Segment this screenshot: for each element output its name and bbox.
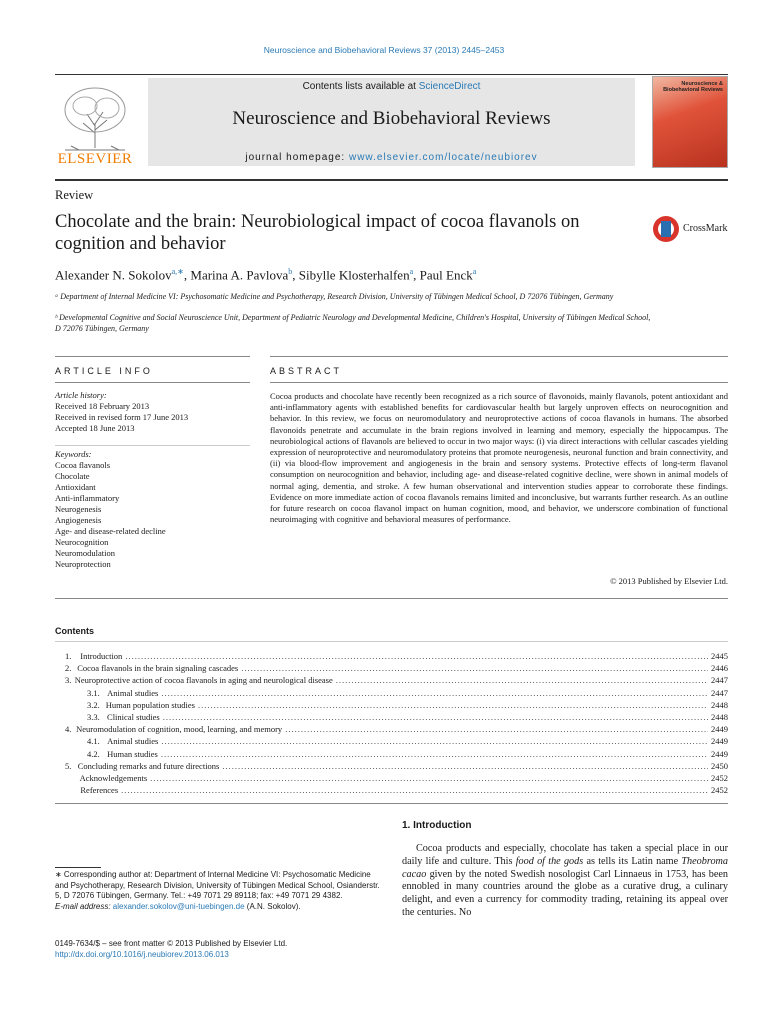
keywords-divider	[55, 445, 250, 446]
email-link[interactable]: alexander.sokolov@uni-tuebingen.de	[112, 901, 245, 911]
abstract-copyright: © 2013 Published by Elsevier Ltd.	[610, 576, 728, 586]
sciencedirect-link[interactable]: ScienceDirect	[418, 81, 481, 92]
article-history	[55, 390, 250, 434]
toc-title: Animal studies	[107, 736, 159, 747]
keyword-item: Chocolate	[55, 471, 90, 481]
toc-entry[interactable]	[55, 662, 728, 674]
affiliation-a: ᵃ Department of Internal Medicine VI: Psychosomatic Medicine and Psychotherapy, Research Division, University of Tübingen Medical School, D 72076 Tübingen, Germany	[55, 292, 614, 301]
toc-entry[interactable]	[55, 687, 728, 699]
article-title: Chocolate and the brain: Neurobiological impact of cocoa flavanols on cognition and behavior	[55, 212, 580, 254]
keyword-item: Anti-inflammatory	[55, 493, 120, 503]
author-name: Paul Enck	[419, 267, 473, 283]
toc-title: Neuroprotective action of cocoa flavanols in aging and neurological disease	[74, 675, 333, 686]
homepage-link[interactable]: www.elsevier.com/locate/neubiorev	[348, 152, 538, 163]
toc-title: Concluding remarks and future directions	[77, 760, 220, 771]
article-info-divider	[55, 356, 250, 357]
toc-leader-dots	[121, 784, 708, 796]
toc-number: 3.3.	[87, 712, 100, 723]
footnote-rule	[55, 867, 101, 868]
toc-entry[interactable]	[55, 674, 728, 686]
author-list	[55, 267, 476, 283]
contents-prefix: Contents lists available at	[302, 81, 419, 92]
email-label: E-mail address:	[55, 901, 113, 911]
author-affiliation-marker[interactable]: a	[472, 267, 477, 276]
toc-number: 4.	[65, 724, 72, 735]
toc-title: Human population studies	[105, 699, 195, 710]
toc-leader-dots	[336, 674, 708, 686]
toc-leader-dots	[150, 772, 708, 784]
toc-entry[interactable]	[55, 760, 728, 772]
toc-leader-dots	[285, 723, 708, 735]
elsevier-wordmark: ELSEVIER	[57, 151, 133, 167]
history-received: Received 18 February 2013	[55, 401, 150, 411]
doi-link[interactable]: http://dx.doi.org/10.1016/j.neubiorev.2013.06.013	[55, 950, 229, 959]
keyword-item: Cocoa flavanols	[55, 460, 110, 470]
toc-page-number: 2447	[711, 675, 728, 686]
toc-leader-dots	[125, 650, 708, 662]
toc-leader-dots	[241, 662, 708, 674]
keyword-item: Neuroprotection	[55, 559, 111, 569]
journal-reference[interactable]: Neuroscience and Biobehavioral Reviews 37 (2013) 2445–2453	[263, 45, 505, 55]
keyword-item: Antioxidant	[55, 482, 96, 492]
author-affiliation-marker[interactable]: b	[288, 267, 293, 276]
journal-homepage-line	[148, 152, 635, 163]
toc-page-number: 2449	[711, 724, 728, 735]
toc-entry[interactable]	[55, 699, 728, 711]
intro-em-2: Theobroma cacao	[402, 855, 728, 880]
toc-page-number: 2449	[711, 736, 728, 747]
author-name: Marina A. Pavlova	[190, 267, 289, 283]
affiliation-b: ᵇ Developmental Cognitive and Social Neuroscience Unit, Department of Pediatric Neurology and Developmental Medicine, Children's Hospital, University of Tübingen Medical School, D 72076 Tübingen, Germany	[55, 313, 651, 333]
author-affiliation-marker[interactable]: a	[409, 267, 414, 276]
keywords-label: Keywords:	[55, 449, 92, 459]
keyword-item: Neuromodulation	[55, 548, 115, 558]
toc-page-number: 2446	[711, 663, 728, 674]
toc-entry[interactable]	[55, 772, 728, 784]
toc-entry[interactable]	[55, 711, 728, 723]
article-type-label: Review	[55, 188, 94, 202]
email-line	[55, 902, 385, 913]
history-label: Article history:	[55, 390, 107, 400]
contents-top-rule	[55, 598, 728, 599]
journal-title: Neuroscience and Biobehavioral Reviews	[232, 108, 551, 129]
issn-block	[55, 938, 385, 960]
keyword-item: Age- and disease-related decline	[55, 526, 166, 536]
history-accepted: Accepted 18 June 2013	[55, 423, 135, 433]
email-suffix: (A.N. Sokolov).	[244, 901, 301, 911]
keyword-item: Neurogenesis	[55, 504, 102, 514]
toc-number: 1.	[65, 651, 72, 661]
author-separator: ,	[413, 267, 420, 283]
toc-leader-dots	[161, 687, 708, 699]
toc-title: Human studies	[107, 748, 158, 759]
abstract-rule	[270, 382, 728, 383]
contents-heading: Contents	[55, 626, 94, 636]
author-affiliation-marker[interactable]: a,∗	[171, 267, 184, 276]
toc-leader-dots	[222, 760, 708, 772]
history-revised: Received in revised form 17 June 2013	[55, 412, 189, 422]
toc-number: 4.2.	[87, 748, 100, 759]
table-of-contents	[55, 650, 728, 796]
contents-bottom-rule	[55, 803, 728, 804]
toc-title: Acknowledgements	[79, 773, 148, 784]
toc-number: 5.	[65, 760, 72, 771]
toc-number: 2.	[65, 663, 72, 674]
toc-entry[interactable]	[55, 748, 728, 760]
toc-page-number: 2448	[711, 699, 728, 710]
toc-page-number: 2452	[711, 773, 728, 784]
toc-number: 3.1.	[87, 687, 100, 698]
toc-number: 3.	[65, 675, 72, 686]
header-bottom-rule	[55, 179, 728, 181]
toc-title: Animal studies	[107, 687, 159, 698]
header-rule	[55, 74, 728, 75]
corresponding-author-footnote	[55, 870, 385, 912]
toc-number: 4.1.	[87, 736, 100, 747]
intro-text-1: Cocoa products and especially, chocolate has taken a special place in our daily life and culture. This	[402, 843, 728, 867]
contents-available-line	[148, 81, 635, 92]
intro-em-1: food of the gods	[515, 855, 584, 867]
toc-entry[interactable]	[55, 650, 728, 662]
abstract-divider	[270, 356, 728, 357]
toc-leader-dots	[163, 711, 708, 723]
abstract-text: Cocoa products and chocolate have recently been recognized as a rich source of flavonoids, mainly flavanols, potent antioxidant and anti-inflammatory agents with established benefits for cardiovascular health but largely unproven effects on neurocognition and behavior. In this review, we focus on neuromodulatory and neuroprotective actions of cocoa flavanols in humans. The absorbed flavonoids penetrate and accumulate in the brain regions involved in learning and memory, especially the hippocampus. The neurobiological actions of flavanols are believed to occur in two major ways: (i) via direct interactions with cellular cascades yielding expression of neuroprotective and neuromodulatory proteins that promote neurogenesis, neuronal function and brain connectivity, and (ii) via blood-flow improvement and angiogenesis in the brain and sensory systems. Protective effects of long-term flavanol consumption on neurocognition and behavior, including age- and disease-related cognitive decline, were shown in animal models of normal aging, dementia, and stroke. A few human observational and intervention studies appear to corroborate these findings. Evidence on more immediate action of cocoa flavanols remains limited and inconclusive, but warrants further research. As an outline for future research on cocoa flavanol impact on human cognition, mood, and behavior, we underscore combination of functional neuroimaging with cognitive and behavioral measures of performance.	[270, 391, 728, 525]
toc-leader-dots	[161, 748, 708, 760]
corresponding-author-text: ∗ Corresponding author at: Department of Internal Medicine VI: Psychosomatic Medicine and Psychotherapy, Research Division, University of Tübingen Medical School, Osianderstr. 5, D 72076 Tübingen, Germany. Tel.: +49 7071 29 89118; fax: +49 7071 29 4382.	[55, 870, 380, 900]
toc-entry[interactable]	[55, 784, 728, 796]
author-separator: ,	[183, 267, 191, 283]
keyword-item: Angiogenesis	[55, 515, 102, 525]
toc-page-number: 2450	[711, 760, 728, 771]
toc-entry[interactable]	[55, 723, 728, 735]
toc-leader-dots	[161, 735, 708, 747]
toc-page-number: 2449	[711, 748, 728, 759]
introduction-heading: 1. Introduction	[402, 820, 472, 831]
keyword-item: Neurocognition	[55, 537, 109, 547]
toc-number: 3.2.	[87, 699, 100, 710]
crossmark-icon	[652, 214, 680, 244]
toc-title: Introduction	[80, 651, 123, 661]
homepage-prefix: journal homepage:	[245, 152, 349, 163]
crossmark-badge[interactable]	[652, 214, 732, 244]
toc-page-number: 2448	[711, 712, 728, 723]
toc-entry[interactable]	[55, 735, 728, 747]
contents-rule	[55, 641, 728, 642]
toc-page-number: 2452	[711, 785, 728, 796]
toc-page-number: 2447	[711, 687, 728, 698]
article-info-rule	[55, 382, 250, 383]
cover-title: Neuroscience & Biobehavioral Reviews	[663, 81, 723, 93]
toc-page-number: 2445	[711, 651, 728, 661]
intro-text-2: as tells its Latin name	[583, 855, 682, 867]
article-info-heading: ARTICLE INFO	[55, 366, 153, 376]
issn-line: 0149-7634/$ – see front matter © 2013 Published by Elsevier Ltd.	[55, 939, 288, 948]
author-name: Sibylle Klosterhalfen	[298, 267, 410, 283]
abstract-heading: ABSTRACT	[270, 366, 343, 376]
toc-title: References	[80, 785, 119, 796]
toc-title: Neuromodulation of cognition, mood, learning, and memory	[76, 724, 283, 735]
crossmark-label: CrossMark	[683, 223, 728, 234]
author-name: Alexander N. Sokolov	[55, 267, 172, 283]
intro-text-3: given by the noted Swedish nosologist Carl Linnaeus in 1753, has been ennobled in many countries around the globe as a curative drug, a culinary delight, and even a currency for commodity trading, retaining its appeal over the centuries. No	[402, 868, 728, 918]
toc-title: Cocoa flavanols in the brain signaling cascades	[77, 663, 239, 674]
introduction-paragraph	[402, 843, 728, 920]
toc-leader-dots	[198, 699, 708, 711]
keywords-block	[55, 449, 250, 570]
journal-cover-thumbnail[interactable]	[652, 76, 728, 168]
toc-title: Clinical studies	[107, 712, 160, 723]
author-separator: ,	[292, 267, 299, 283]
